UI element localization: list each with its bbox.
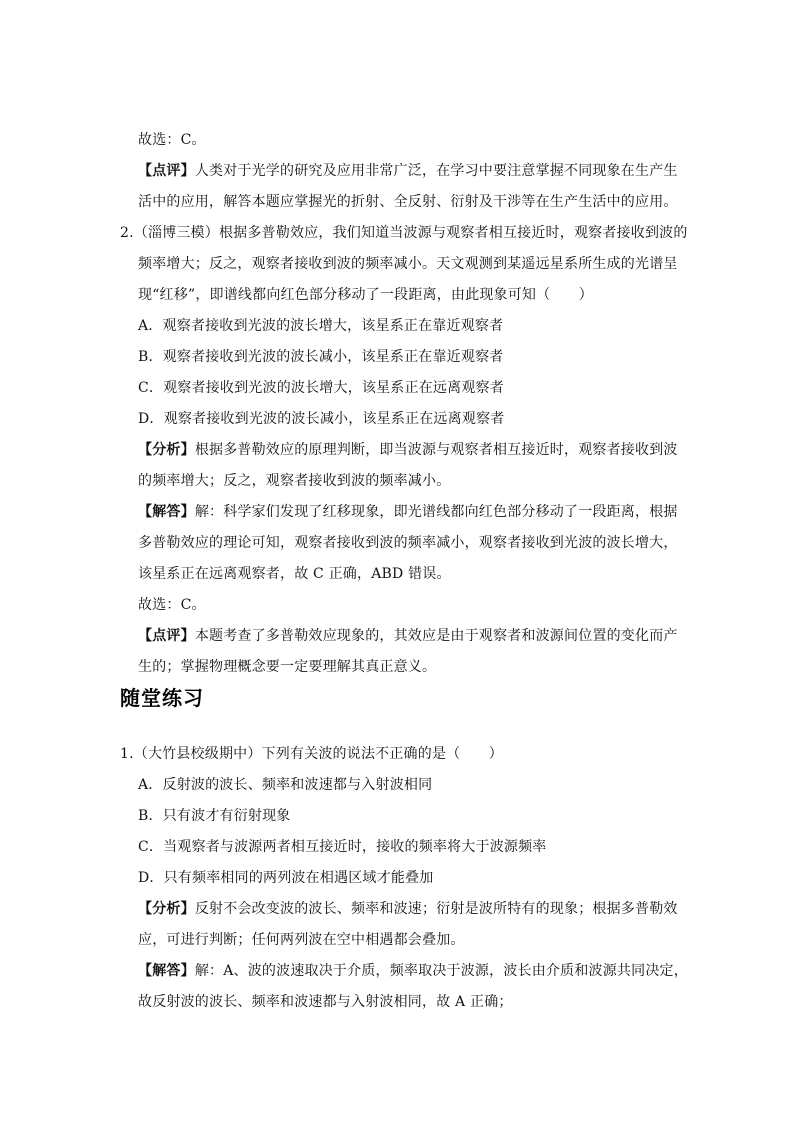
analysis-line-cont: 应，可进行判断；任何两列波在空中相遇都会叠加。 [138,932,465,948]
analysis-line: 【分析】根据多普勒效应的原理判断，即当波源与观察者相互接近时，观察者接收到波 [138,442,678,458]
question-2-line: 2.（淄博三模）根据多普勒效应，我们知道当波源与观察者相互接近时，观察者接收到波的 [120,225,688,241]
answer-choice-line: 故选：C。 [138,132,206,148]
solution-line-cont: 故反射波的波长、频率和波速都与入射波相同，故 A 正确； [138,994,513,1010]
option-b: B．只有波才有衍射现象 [138,808,291,824]
option-a: A．反射波的波长、频率和波速都与入射波相同 [138,777,433,793]
comment-line-cont: 活中的应用，解答本题应掌握光的折射、全反射、衍射及干涉等在生产生活中的应用。 [138,194,678,210]
option-c: C．当观察者与波源两者相互接近时，接收的频率将大于波源频率 [138,839,547,855]
question-2-line-cont: 现“红移”，即谱线都向红色部分移动了一段距离，由此现象可知（ ） [138,287,593,303]
option-a: A．观察者接收到光波的波长增大，该星系正在靠近观察者 [138,318,504,334]
analysis-line: 【分析】反射不会改变波的波长、频率和波速；衍射是波所特有的现象；根据多普勒效 [138,901,678,917]
solution-line-cont: 该星系正在远离观察者，故 C 正确，ABD 错误。 [138,566,451,582]
option-d: D．只有频率相同的两列波在相遇区域才能叠加 [138,870,434,886]
solution-line: 【解答】解：A、波的波速取决于介质，频率取决于波源，波长由介质和波源共同决定， [138,963,688,979]
solution-line-cont: 多普勒效应的理论可知，观察者接收到波的频率减小，观察者接收到光波的波长增大， [138,535,678,551]
section-heading: 随堂练习 [120,686,204,710]
comment-line-cont: 生的；掌握物理概念要一定要理解其真正意义。 [138,659,437,675]
answer-choice-line: 故选：C。 [138,597,206,613]
solution-line: 【解答】解：科学家们发现了红移现象，即光谱线都向红色部分移动了一段距离，根据 [138,504,678,520]
analysis-line-cont: 的频率增大；反之，观察者接收到波的频率减小。 [138,473,451,489]
option-d: D．观察者接收到光波的波长减小，该星系正在远离观察者 [138,411,505,427]
question-2-line-cont: 频率增大；反之，观察者接收到波的频率减小。天文观测到某遥远星系所生成的光谱呈 [138,256,678,272]
option-b: B．观察者接收到光波的波长减小，该星系正在靠近观察者 [138,349,504,365]
exercise-1-line: 1.（大竹县校级期中）下列有关波的说法不正确的是（ ） [120,746,503,762]
comment-line: 【点评】人类对于光学的研究及应用非常广泛，在学习中要注意掌握不同现象在生产生 [138,163,678,179]
option-c: C．观察者接收到光波的波长增大，该星系正在远离观察者 [138,380,504,396]
comment-line: 【点评】本题考查了多普勒效应现象的，其效应是由于观察者和波源间位置的变化而产 [138,628,678,644]
